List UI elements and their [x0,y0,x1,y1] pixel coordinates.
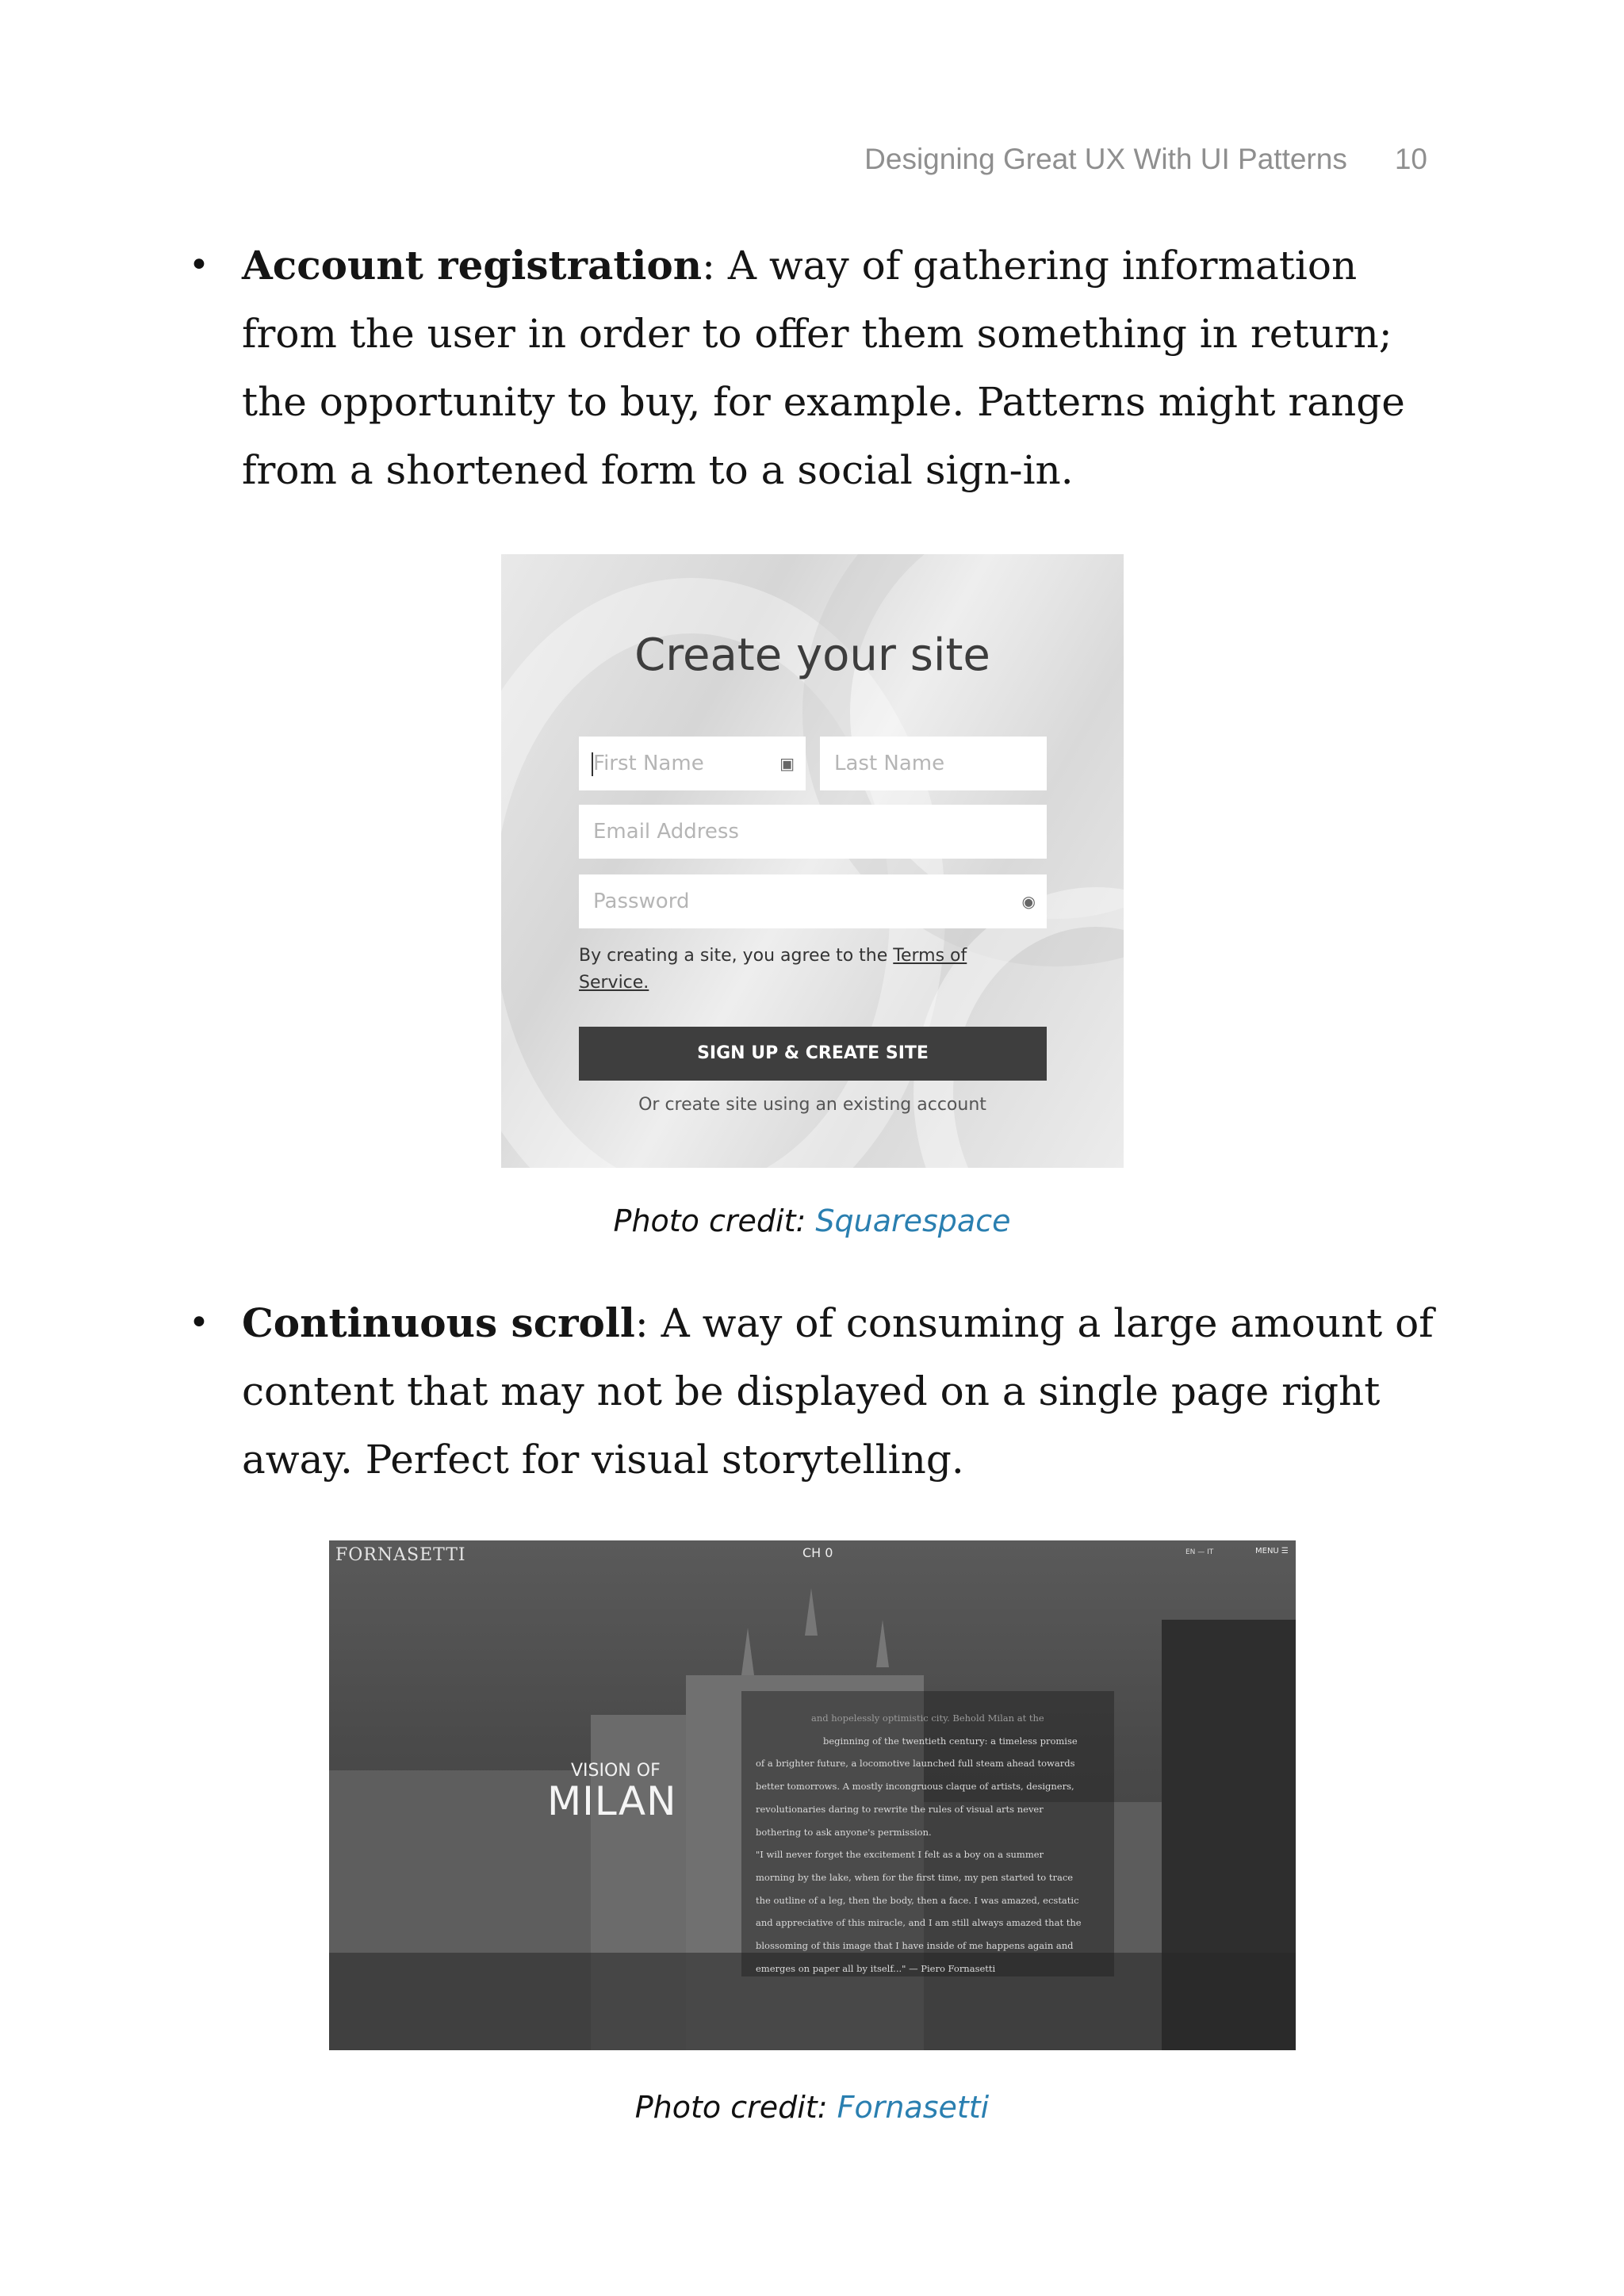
story-line: blossoming of this image that I have inside of me happens again and [756,1940,1074,1952]
autofill-icon: ▣ [779,754,795,773]
account-registration-text: : A way of gathering information from the user in order to offer them something in return; the opportunity to buy, for example. Patterns might range from a shortened form to a social sign-in. [242,243,1405,493]
terms-notice [579,943,1023,997]
squarespace-signup-screenshot [501,554,1124,1168]
story-line: emerges on paper all by itself..." — Piero Fornasetti [756,1962,996,1974]
story-line: revolutionaries daring to rewrite the rules of visual arts never [756,1803,1044,1815]
continuous-scroll-text: : A way of consuming a large amount of content that may not be displayed on a single page right away. Perfect for visual storytelling. [242,1300,1434,1483]
story-line: better tomorrows. A mostly incongruous claque of artists, designers, [756,1781,1074,1793]
chapter-indicator: CH 0 [802,1545,833,1560]
photo-credit-caption [0,2090,1624,2125]
existing-account-link[interactable]: Or create site using an existing account [638,1095,986,1115]
bullet-point: • [189,1303,209,1343]
vision-of-label: VISION OF [571,1761,661,1781]
term-account-registration: Account registration [242,242,703,289]
terms-of-service-link[interactable]: Terms of Service. [579,946,967,993]
page-number: 10 [1394,143,1427,175]
fornasetti-link[interactable]: Fornasetti [837,2090,990,2125]
bullet-point: • [189,245,209,285]
form-title: Create your site [634,629,990,681]
caption-prefix: Photo credit: [613,1203,816,1238]
story-line: of a brighter future, a locomotive launched full steam ahead towards [756,1758,1075,1770]
fornasetti-logo[interactable]: FORNASETTI [335,1545,466,1565]
running-header [864,143,1427,176]
sign-up-create-site-button[interactable]: SIGN UP & CREATE SITE [579,1027,1047,1081]
story-line: beginning of the twentieth century: a timeless promise [823,1735,1078,1747]
last-name-placeholder: Last Name [834,752,945,775]
milan-title: MILAN [547,1778,677,1824]
term-continuous-scroll: Continuous scroll [242,1299,635,1346]
book-title: Designing Great UX With UI Patterns [864,143,1347,175]
language-switch[interactable]: EN — IT [1185,1548,1214,1556]
first-name-placeholder: First Name [593,752,704,775]
photo-credit-caption [0,1203,1624,1238]
text-caret [592,752,593,776]
password-placeholder: Password [593,890,690,913]
spire [805,1588,818,1636]
first-name-input[interactable] [579,737,806,790]
menu-button[interactable]: MENU ☰ [1255,1547,1289,1556]
story-line: "I will never forget the excitement I felt as a boy on a summer [756,1849,1044,1861]
story-line: morning by the lake, when for the first time, my pen started to trace [756,1871,1074,1883]
story-line: and hopelessly optimistic city. Behold Milan at the [811,1712,1044,1724]
email-input[interactable] [579,805,1047,859]
fornasetti-milan-screenshot [329,1540,1296,2050]
account-registration-paragraph [242,232,1447,504]
password-reveal-icon[interactable]: ◉ [1021,892,1036,911]
terms-prefix: By creating a site, you agree to the [579,946,894,966]
password-input[interactable] [579,874,1047,928]
story-line: and appreciative of this miracle, and I am still always amazed that the [756,1917,1082,1929]
spire [876,1620,889,1667]
last-name-input[interactable] [820,737,1047,790]
story-text [756,1707,1109,1980]
continuous-scroll-paragraph [242,1289,1447,1494]
spire [741,1628,754,1675]
story-line: the outline of a leg, then the body, then a face. I was amazed, ecstatic [756,1894,1079,1906]
squarespace-link[interactable]: Squarespace [815,1203,1011,1238]
caption-prefix: Photo credit: [634,2090,837,2125]
story-line: bothering to ask anyone's permission. [756,1826,932,1838]
email-placeholder: Email Address [593,820,739,844]
